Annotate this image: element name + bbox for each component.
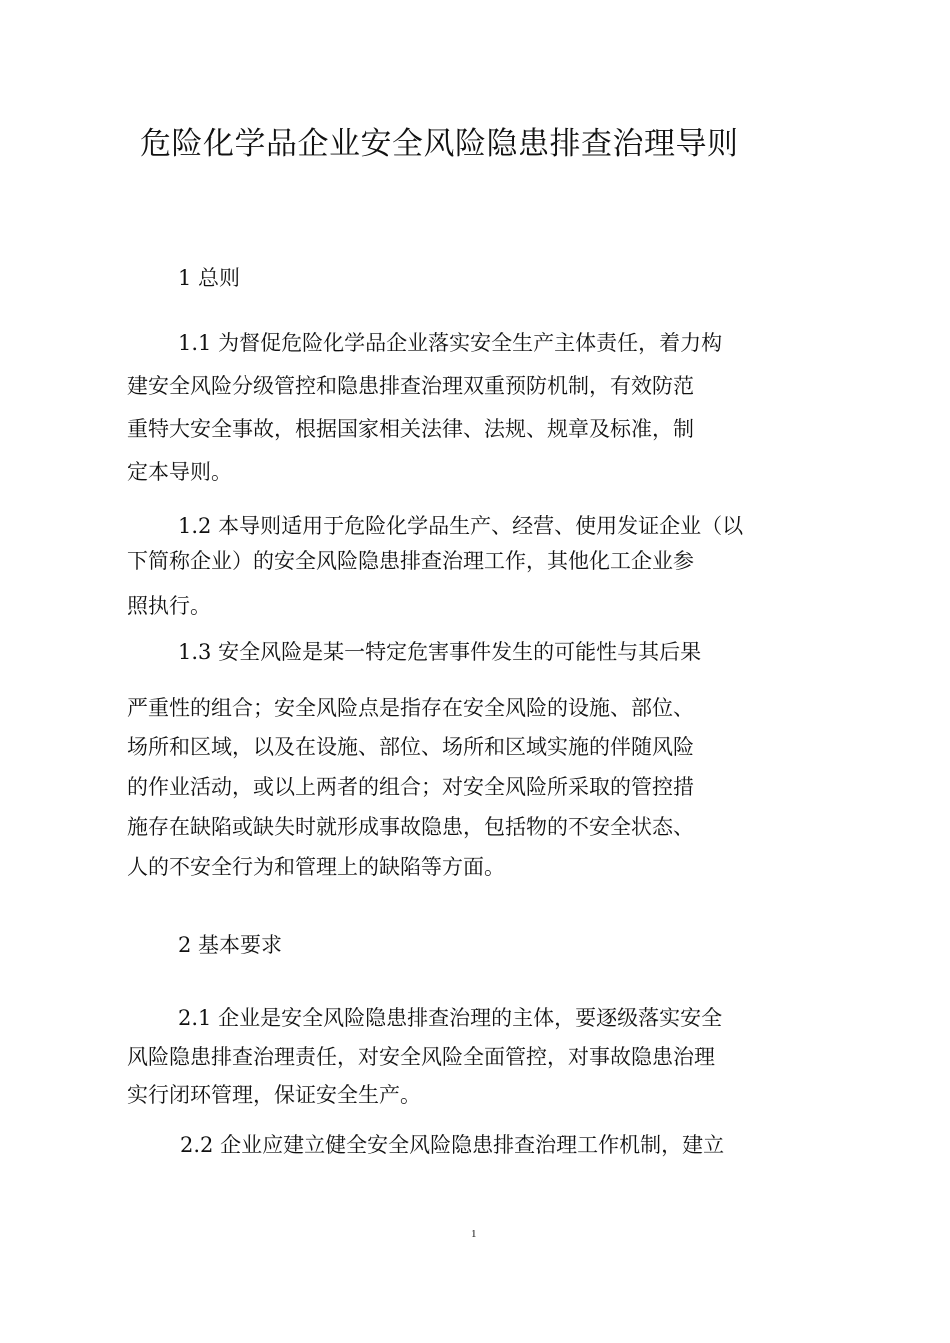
paragraph-line: 风险隐患排查治理责任，对安全风险全面管控，对事故隐患治理 (127, 1045, 715, 1069)
paragraph-line: 建安全风险分级管控和隐患排查治理双重预防机制，有效防范 (127, 374, 694, 398)
paragraph-line: 1.1 为督促危险化学品企业落实安全生产主体责任，着力构 (178, 331, 723, 355)
paragraph-line: 照执行。 (127, 594, 211, 618)
paragraph-line: 1.3 安全风险是某一特定危害事件发生的可能性与其后果 (178, 640, 702, 664)
paragraph-line: 下简称企业）的安全风险隐患排查治理工作，其他化工企业参 (127, 549, 694, 573)
paragraph-line: 定本导则。 (127, 460, 232, 484)
paragraph-line: 的作业活动，或以上两者的组合；对安全风险所采取的管控措 (127, 775, 694, 799)
section-heading-2: 2 基本要求 (178, 933, 283, 957)
paragraph-line: 施存在缺陷或缺失时就形成事故隐患，包括物的不安全状态、 (127, 815, 694, 839)
paragraph-line: 严重性的组合；安全风险点是指存在安全风险的设施、部位、 (127, 696, 694, 720)
page-number: 1 (471, 1228, 477, 1240)
paragraph-line: 场所和区域，以及在设施、部位、场所和区域实施的伴随风险 (127, 735, 694, 759)
paragraph-line: 1.2 本导则适用于危险化学品生产、经营、使用发证企业（以 (178, 514, 744, 538)
paragraph-line: 人的不安全行为和管理上的缺陷等方面。 (127, 855, 505, 879)
paragraph-line: 实行闭环管理，保证安全生产。 (127, 1083, 421, 1107)
paragraph-line: 2.2 企业应建立健全安全风险隐患排查治理工作机制，建立 (180, 1133, 725, 1157)
document-title: 危险化学品企业安全风险隐患排查治理导则 (140, 126, 739, 162)
section-heading-1: 1 总则 (178, 266, 241, 290)
paragraph-line: 2.1 企业是安全风险隐患排查治理的主体，要逐级落实安全 (178, 1006, 723, 1030)
paragraph-line: 重特大安全事故，根据国家相关法律、法规、规章及标准，制 (127, 417, 694, 441)
